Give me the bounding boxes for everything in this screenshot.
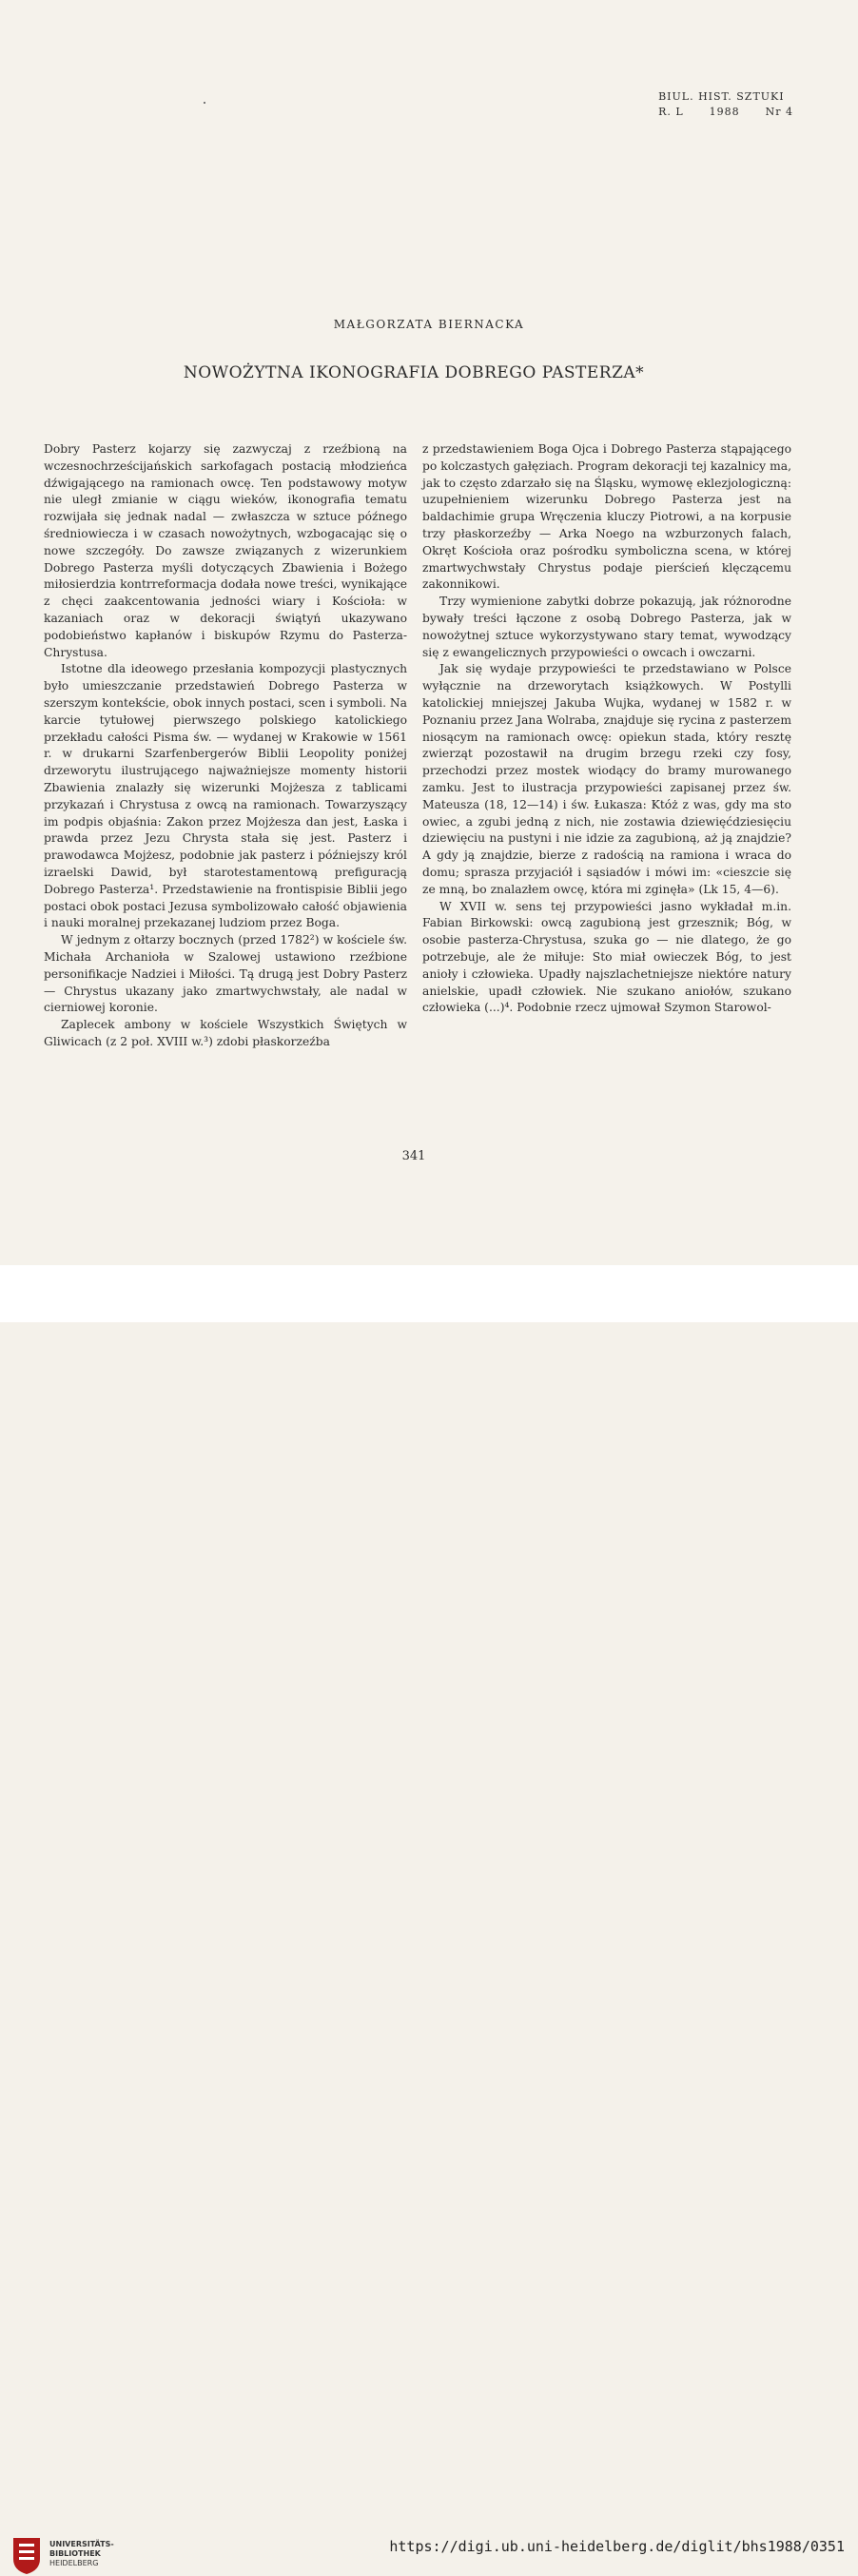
paragraph: Zaplecek ambony w kościele Wszystkich Świętych w Gliwicach (z 2 poł. XVIII w.³) zdobi płaskorzeźba bbox=[44, 1018, 407, 1048]
journal-name: BIUL. HIST. SZTUKI bbox=[658, 90, 785, 103]
library-logo-text bbox=[49, 2540, 114, 2568]
viewer-footer bbox=[0, 1265, 858, 2567]
permalink-url[interactable]: https://digi.ub.uni-heidelberg.de/diglit/bhs1988/0351 bbox=[389, 2538, 845, 2555]
article-title: NOWOŻYTNA IKONOGRAFIA DOBREGO PASTERZA* bbox=[183, 363, 645, 382]
journal-volume: R. L 1988 Nr 4 bbox=[658, 106, 793, 118]
paragraph: W jednym z ołtarzy bocznych (przed 1782²) w kościele św. Michała Archanioła w Szalowej ustawiono rzeźbione personifikacje Nadziei i Miłości. Tą drugą jest Dobry Pasterz — Chrystus ukazany jako zmartwychwstały, ale nadal w cierniowej koronie. bbox=[44, 933, 407, 1015]
article-author: MAŁGORZATA BIERNACKA bbox=[333, 318, 525, 331]
paragraph: Jak się wydaje przypowieści te przedstawiano w Polsce wyłącznie na drzeworytach książkowych. W Postylli katolickiej mniejszej Jakuba Wujka, wydanej w 1582 r. w Poznaniu przez Jana Wolraba, znajduje się rycina z pasterzem niosącym na ramionach owcę: opiekun stada, który resztę zwierząt pozostawił na drugim brzegu rzeki czy fosy, przechodzi przez mostek wiodący do bramy murowanego zamku. Jest to ilustracja przypowieści zapisanej przez św. Mateusza (18, 12—14) i św. Łukasza: Któż z was, gdy ma sto owiec, a zgubi jedną z nich, nie zostawia dziewięćdziesięciu dziewięciu na pustyni i nie idzie za zagubioną, aż ją znajdzie? A gdy ją znajdzie, bierze z radością na ramiona i wraca do domu; sprasza przyjaciół i sąsiadów i mówi im: «cieszcie się ze mną, bo znalazłem owcę, która mi zginęła» (Lk 15, 4—6). bbox=[422, 662, 791, 896]
scan-speck bbox=[204, 102, 205, 104]
right-column bbox=[422, 441, 791, 1017]
paragraph: W XVII w. sens tej przypowieści jasno wykładał m.in. Fabian Birkowski: owcą zagubioną jest grzesznik; Bóg, w osobie pasterza-Chrystusa, szuka go — nie dlatego, że go potrzebuje, ale że miłuje: Sto miał owieczek Bóg, to jest anioły i człowieka. Upadły najszlachetniejsze niektóre natury anielskie, upadł człowiek. Nie szukano aniołów, szukano człowieka (...)⁴. Podobnie rzecz ujmował Szymon Starowol- bbox=[422, 899, 791, 1015]
paragraph: Istotne dla ideowego przesłania kompozycji plastycznych było umieszczanie przedstawień Dobrego Pasterza w szerszym kontekście, obok innych postaci, scen i symboli. Na karcie tytułowej pierwszego polskiego katolickiego przekładu całości Pisma św. — wydanej w Krakowie w 1561 r. w drukarni Szarfenbergerów Biblii Leopolity poniżej drzeworytu ilustrującego najważniejsze momenty historii Zbawienia znalazły się wizerunki Mojżesza z tablicami przykazań i Chrystusa z owcą na ramionach. Towarzyszący im podpis objaśnia: Zakon przez Mojżesza dan jest, Łaska i prawda przez Jezu Chrysta stała się jest. Pasterz i prawodawca Mojżesz, podobnie jak pasterz i późniejszy król izraelski Dawid, był starotestamentową prefiguracją Dobrego Pasterza¹. Przedstawienie na frontispisie Biblii jego postaci obok postaci Jezusa symbolizowało całość objawienia i nauki moralnej przekazanej ludziom przez Boga. bbox=[44, 662, 408, 930]
paragraph: z przedstawieniem Boga Ojca i Dobrego Pasterza stąpającego po kolczastych gałęziach. Program dekoracji tej kazalnicy ma, jak to często zdarzało się na Śląsku, wymowę eklezjologiczną: uzupełnieniem wizerunku Dobrego Pasterza jest na baldachimie grupa Wręczenia kluczy Piotrowi, a na korpusie trzy płaskorzeźby — Arka Noego na wzburzonych falach, Okręt Kościoła oraz pośrodku symboliczna scena, w której zmartwychwstały Chrystus podaje pierścień klęczącemu zakonnikowi. bbox=[422, 442, 791, 592]
scanned-page bbox=[0, 0, 858, 1265]
page-number: 341 bbox=[401, 1149, 426, 1163]
left-column bbox=[44, 441, 407, 1051]
paragraph: Dobry Pasterz kojarzy się zazwyczaj z rzeźbioną na wczesnochrześcijańskich sarkofagach postacią młodzieńca dźwigającego na ramionach owcę. Ten podstawowy motyw nie uległ zmianie w ciągu wieków, ikonografia tematu rozwijała się jednak nadal — zwłaszcza w sztuce późnego średniowiecza i w czasach nowożytnych, wzbogacając się o nowe szczegóły. Do zawsze związanych z wizerunkiem Dobrego Pasterza myśli dotyczących Zbawienia i Bożego miłosierdzia kontrreformacja dodała nowe treści, wynikające z chęci zaakcentowania jedności wiary i Kościoła: w kazaniach oraz w dekoracji świątyń ukazywano podobieństwo kapłanów i biskupów Rzymu do Pasterza-Chrystusa. bbox=[44, 442, 407, 659]
university-seal-icon bbox=[8, 2534, 46, 2576]
paragraph: Trzy wymienione zabytki dobrze pokazują, jak różnorodne bywały treści łączone z osobą Dobrego Pasterza, jak w nowożytnej sztuce wykorzystywano stary temat, wywodzący się z ewangelicznych przypowieści o owcach i owczarni. bbox=[422, 595, 791, 659]
logo-line: BIBLIOTHEK bbox=[49, 2549, 101, 2558]
logo-line: UNIVERSITÄTS- bbox=[49, 2540, 114, 2548]
logo-line: HEIDELBERG bbox=[49, 2559, 99, 2567]
journal-header bbox=[658, 89, 793, 120]
